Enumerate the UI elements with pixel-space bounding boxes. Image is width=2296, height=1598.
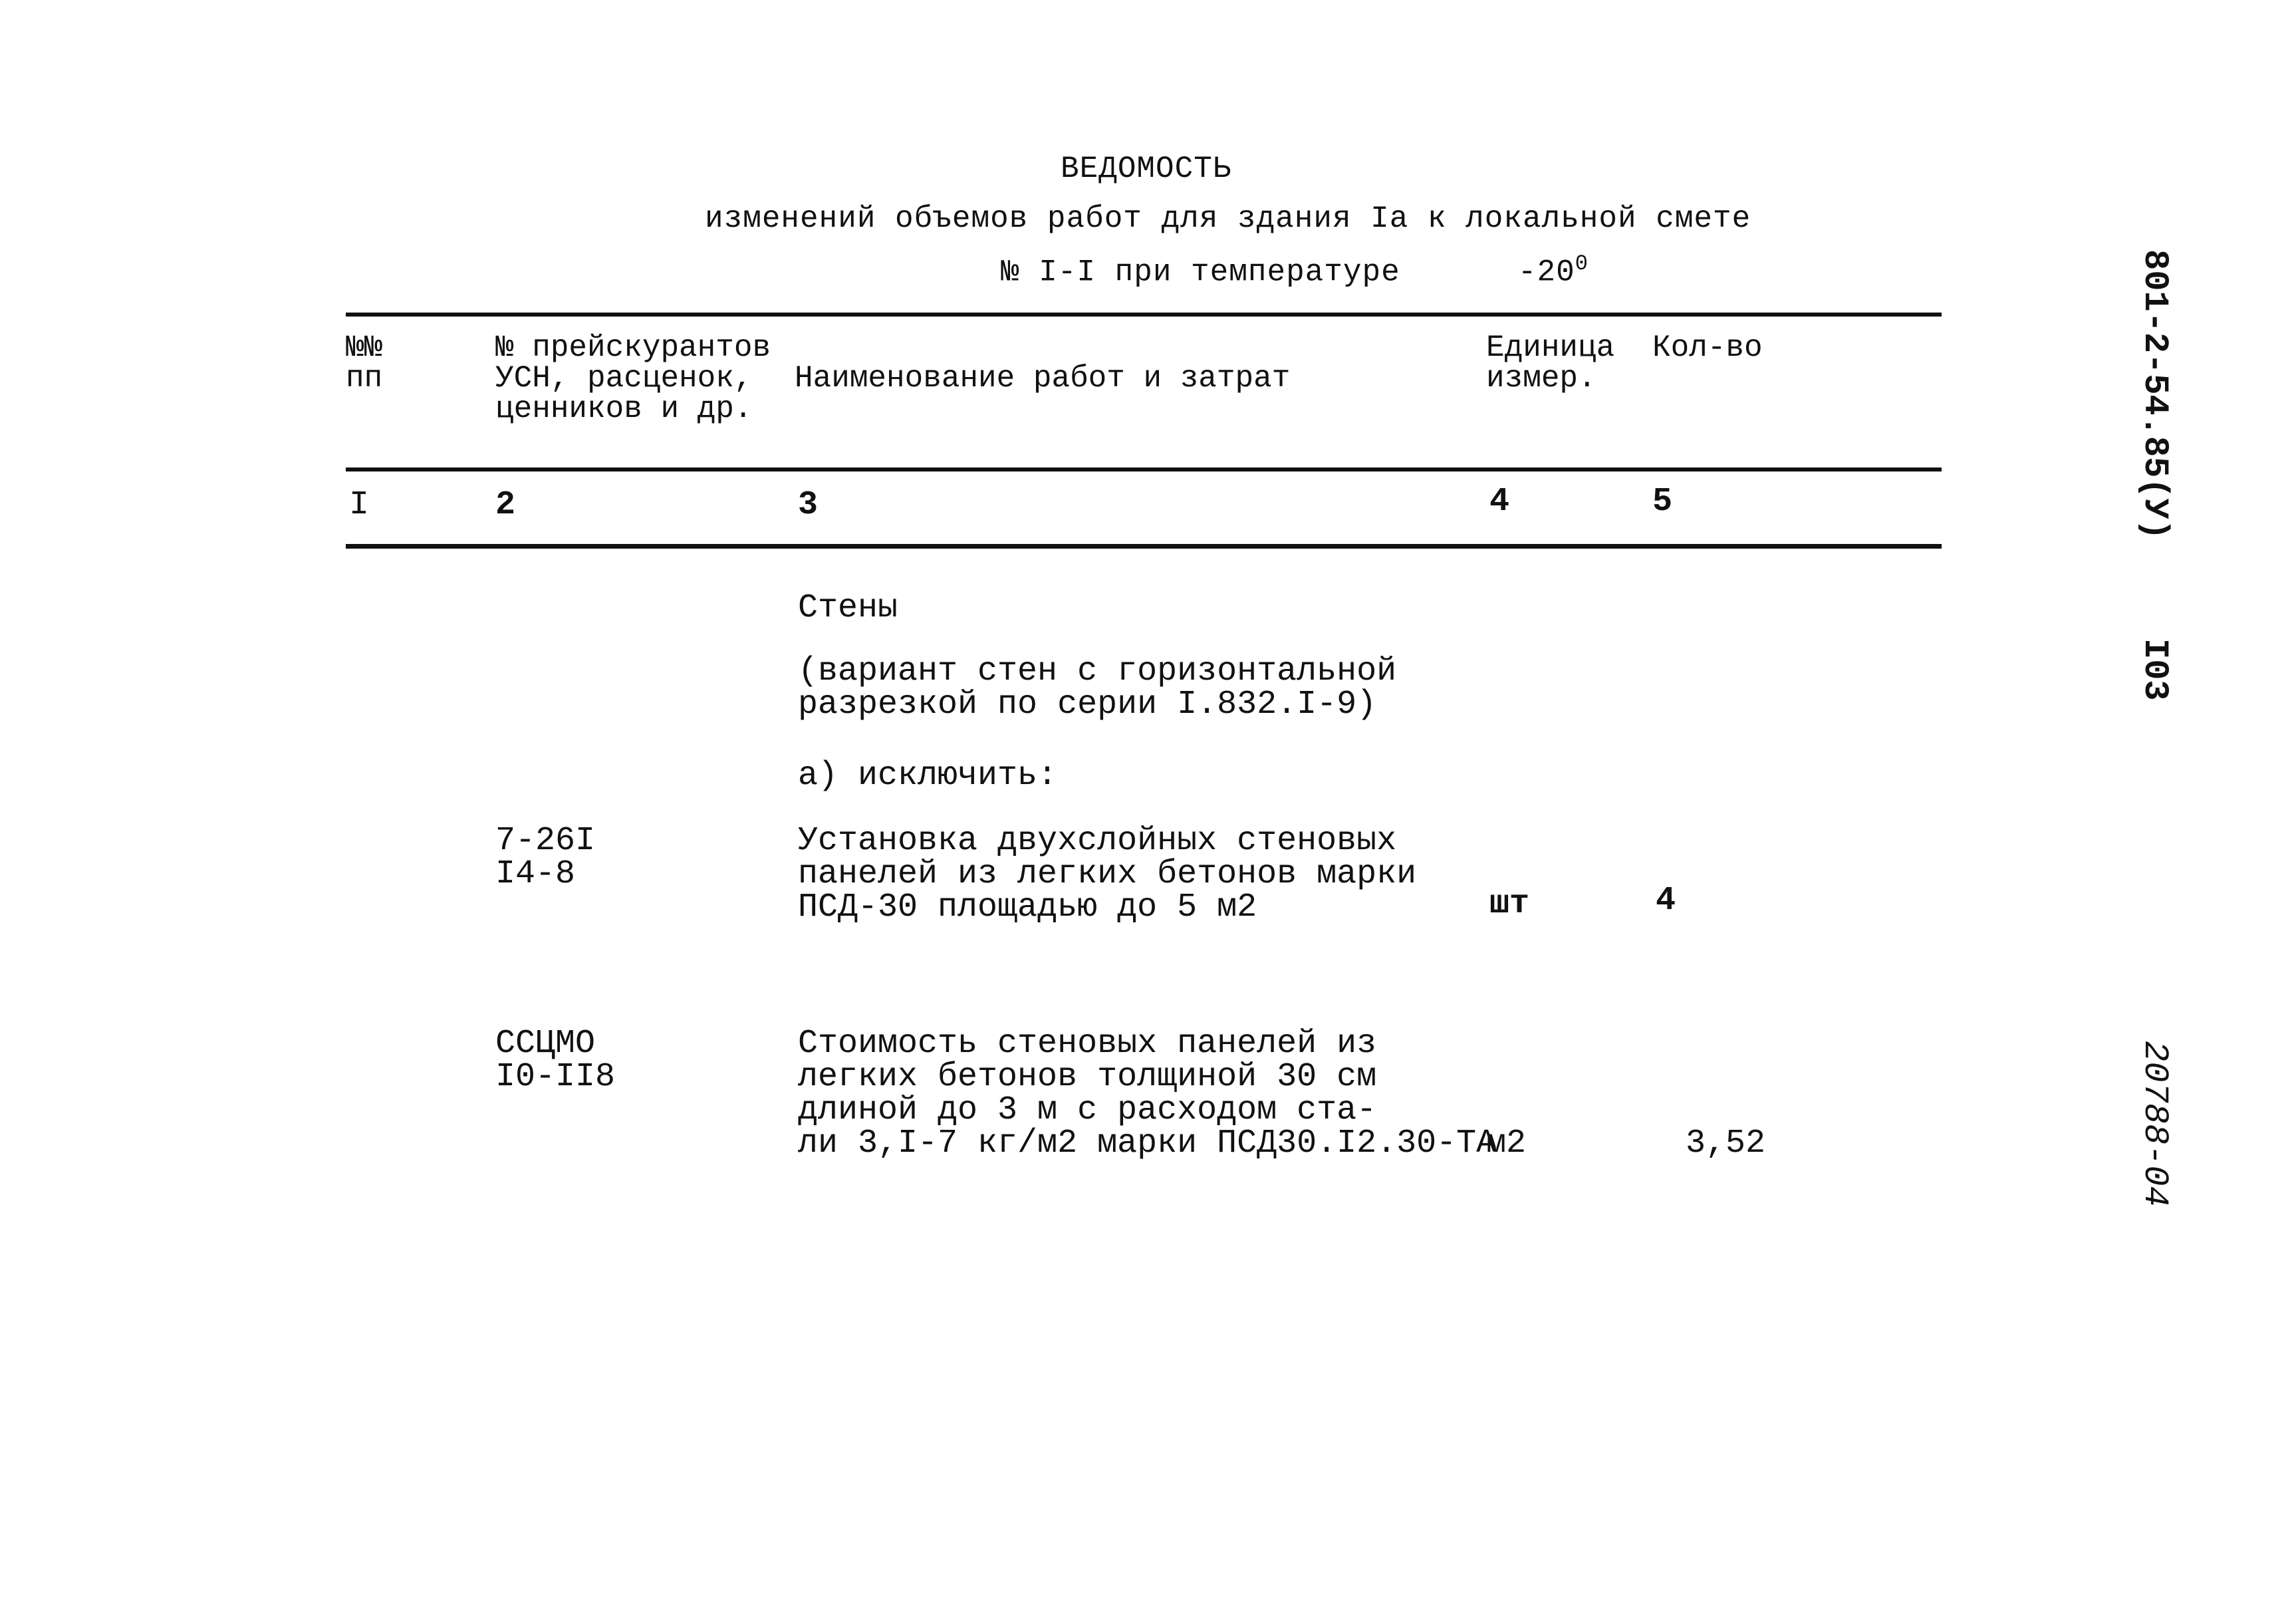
- section-title: Стены: [798, 589, 898, 627]
- table-row-1-qty: 4: [1656, 882, 1676, 920]
- header-col-unit: Единица измер.: [1486, 331, 1615, 396]
- side-doc-number: 20788-04: [2135, 1041, 2174, 1207]
- temperature-value: -20: [1517, 255, 1575, 290]
- table-row-1-name: Установка двухслойных стеновых панелей из легких бетонов марки ПСД-30 площадью до 5 м2: [798, 822, 1417, 926]
- header-col-name: Наименование работ и затрат: [795, 361, 1291, 396]
- header-col-qty: Кол-во: [1652, 331, 1763, 365]
- header-col-number: №№ пп: [346, 331, 383, 396]
- column-number-2: 2: [495, 486, 516, 524]
- document-title: ВЕДОМОСТЬ: [1061, 152, 1232, 186]
- table-top-rule: [346, 313, 1942, 317]
- side-code: 801-2-54.85(У): [2135, 249, 2174, 540]
- column-number-3: 3: [798, 486, 819, 524]
- estimate-number-text: № I-I при температуре: [1001, 255, 1400, 290]
- column-numbers-bottom-rule: [346, 544, 1942, 549]
- column-number-4: 4: [1489, 483, 1510, 521]
- table-row-1-code: 7-26I I4-8: [495, 822, 596, 893]
- header-bottom-rule: [346, 467, 1942, 471]
- column-number-5: 5: [1652, 483, 1673, 521]
- side-page-number: I03: [2135, 638, 2174, 701]
- table-row-2-unit: м2: [1486, 1125, 1527, 1162]
- document-subtitle: изменений объемов работ для здания Iа к локальной смете: [705, 201, 1751, 236]
- document-subtitle-line3: [1001, 251, 1589, 289]
- table-row-2-code: ССЦМО I0-II8: [495, 1025, 616, 1096]
- subsection-title: а) исключить:: [798, 757, 1058, 795]
- table-row-1-unit: шт: [1489, 885, 1530, 923]
- table-row-2-name: Стоимость стеновых панелей из легких бетонов толщиной 30 см длиной до 3 м с расходом ста- ли 3,I-7 кг/м2 марки ПСД30.I2.30-ТА: [798, 1025, 1497, 1162]
- section-note: (вариант стен с горизонтальной разрезкой по серии I.832.I-9): [798, 652, 1397, 724]
- table-row-2-qty: 3,52: [1686, 1125, 1766, 1162]
- column-number-1: I: [349, 486, 370, 524]
- header-col-pricelist: № прейскурантов УСН, расценок, ценников и др.: [495, 331, 771, 426]
- degree-mark: 0: [1575, 251, 1589, 276]
